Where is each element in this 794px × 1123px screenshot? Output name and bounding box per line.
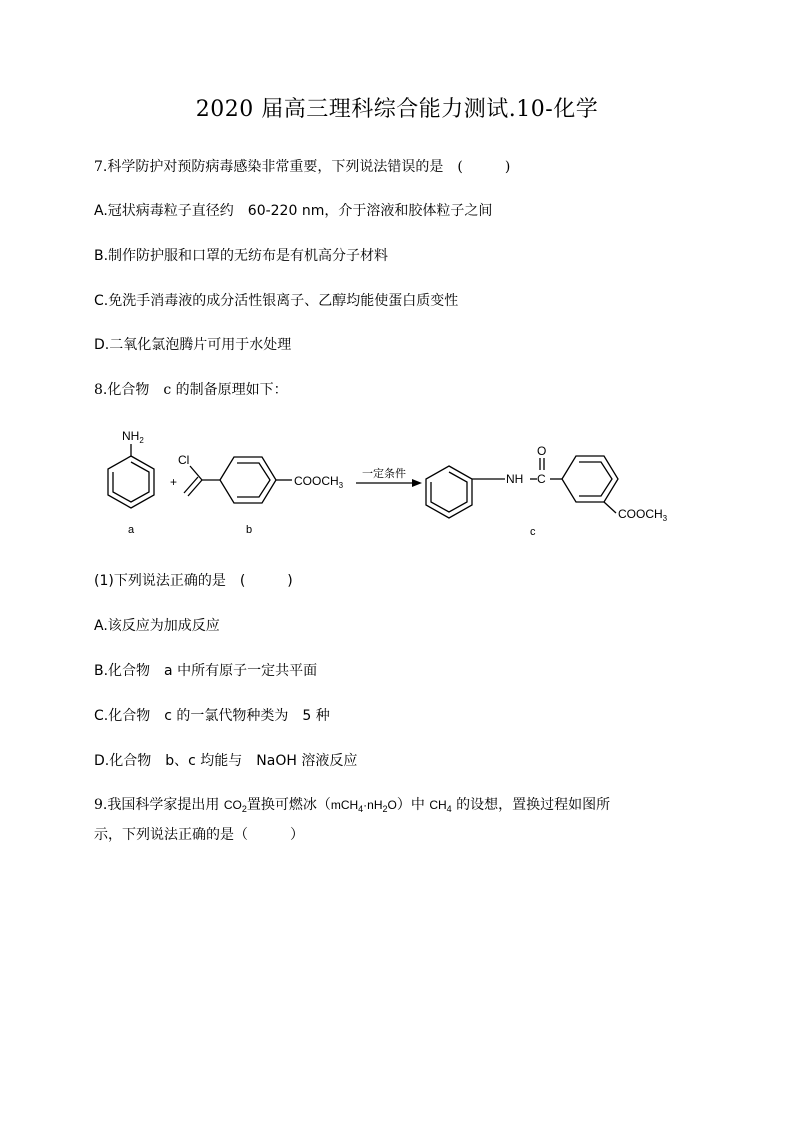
question-8-sub1: (1)下列说法正确的是 ( ) xyxy=(94,573,293,589)
label-compound-c: c xyxy=(530,526,536,538)
benzene-ring-c2 xyxy=(562,456,618,502)
benzene-ring-a-inner xyxy=(113,462,149,502)
c-carbon: C xyxy=(537,472,546,486)
question-7-option-c: C.免洗手消毒液的成分活性银离子、乙醇均能使蛋白质变性 xyxy=(94,293,459,309)
plus-sign: + xyxy=(170,475,178,489)
question-8-stem: 8.化合物 c 的制备原理如下： xyxy=(94,382,288,398)
bond-b-cl xyxy=(190,466,202,480)
c-ester-group: $COOCH_3$ xyxy=(618,507,668,523)
question-9-stem-line1: 9.我国科学家提出用 $CO_2$置换可燃冰$(mCH_4\cdot nH_2O)$中 $CH_4$ 的设想，置换过程如图所 xyxy=(94,797,611,814)
bond-b-co-2 xyxy=(184,477,198,493)
question-7-option-d: D.二氧化氯泡腾片可用于水处理 xyxy=(94,337,292,353)
bond-c-ester xyxy=(604,502,616,513)
formula-hydrate: $mCH_4\cdot nH_2O$ xyxy=(330,798,397,814)
formula-co2: $CO_2$ xyxy=(223,798,247,814)
formula-ch4: $CH_4$ xyxy=(429,798,452,814)
question-9-stem-line2: 示，下列说法正确的是（ ） xyxy=(94,827,304,843)
question-7-stem: 7.科学防护对预防病毒感染非常重要，下列说法错误的是 ( ) xyxy=(94,159,511,175)
a-amino-group: $NH_2$ xyxy=(122,429,144,445)
reaction-arrow-head xyxy=(412,479,422,487)
c-oxygen: O xyxy=(537,444,547,458)
label-compound-b: b xyxy=(246,524,253,536)
question-7-option-a: A.冠状病毒粒子直径约 60-220 nm，介于溶液和胶体粒子之间 xyxy=(94,203,493,219)
benzene-ring-b xyxy=(220,457,276,503)
question-7-option-b: B.制作防护服和口罩的无纺布是有机高分子材料 xyxy=(94,248,389,264)
label-compound-a: a xyxy=(128,524,135,536)
benzene-ring-c1 xyxy=(426,466,472,518)
question-8-option-c: C.化合物 c 的一氯代物种类为 5 种 xyxy=(94,708,330,724)
question-8-option-b: B.化合物 a 中所有原子一定共平面 xyxy=(94,663,318,679)
bond-b-co-1 xyxy=(188,480,202,496)
reaction-condition: 一定条件 xyxy=(362,468,406,480)
b-chlorine: Cl xyxy=(178,453,190,467)
benzene-ring-b-inner xyxy=(237,463,270,497)
benzene-ring-c1-inner xyxy=(431,472,467,512)
b-ester-group: $COOCH_3$ xyxy=(294,474,344,490)
benzene-ring-c2-inner xyxy=(579,462,612,496)
question-8-option-a: A.该反应为加成反应 xyxy=(94,618,220,634)
c-nh: NH xyxy=(506,472,524,486)
question-8-option-d: D.化合物 b、c 均能与 NaOH 溶液反应 xyxy=(94,753,358,769)
reaction-scheme xyxy=(94,420,714,550)
benzene-ring-a xyxy=(108,456,154,508)
reaction-scheme-drawing xyxy=(94,420,714,550)
page-title: 2020 届高三理科综合能力测试.10-化学 xyxy=(195,97,599,122)
